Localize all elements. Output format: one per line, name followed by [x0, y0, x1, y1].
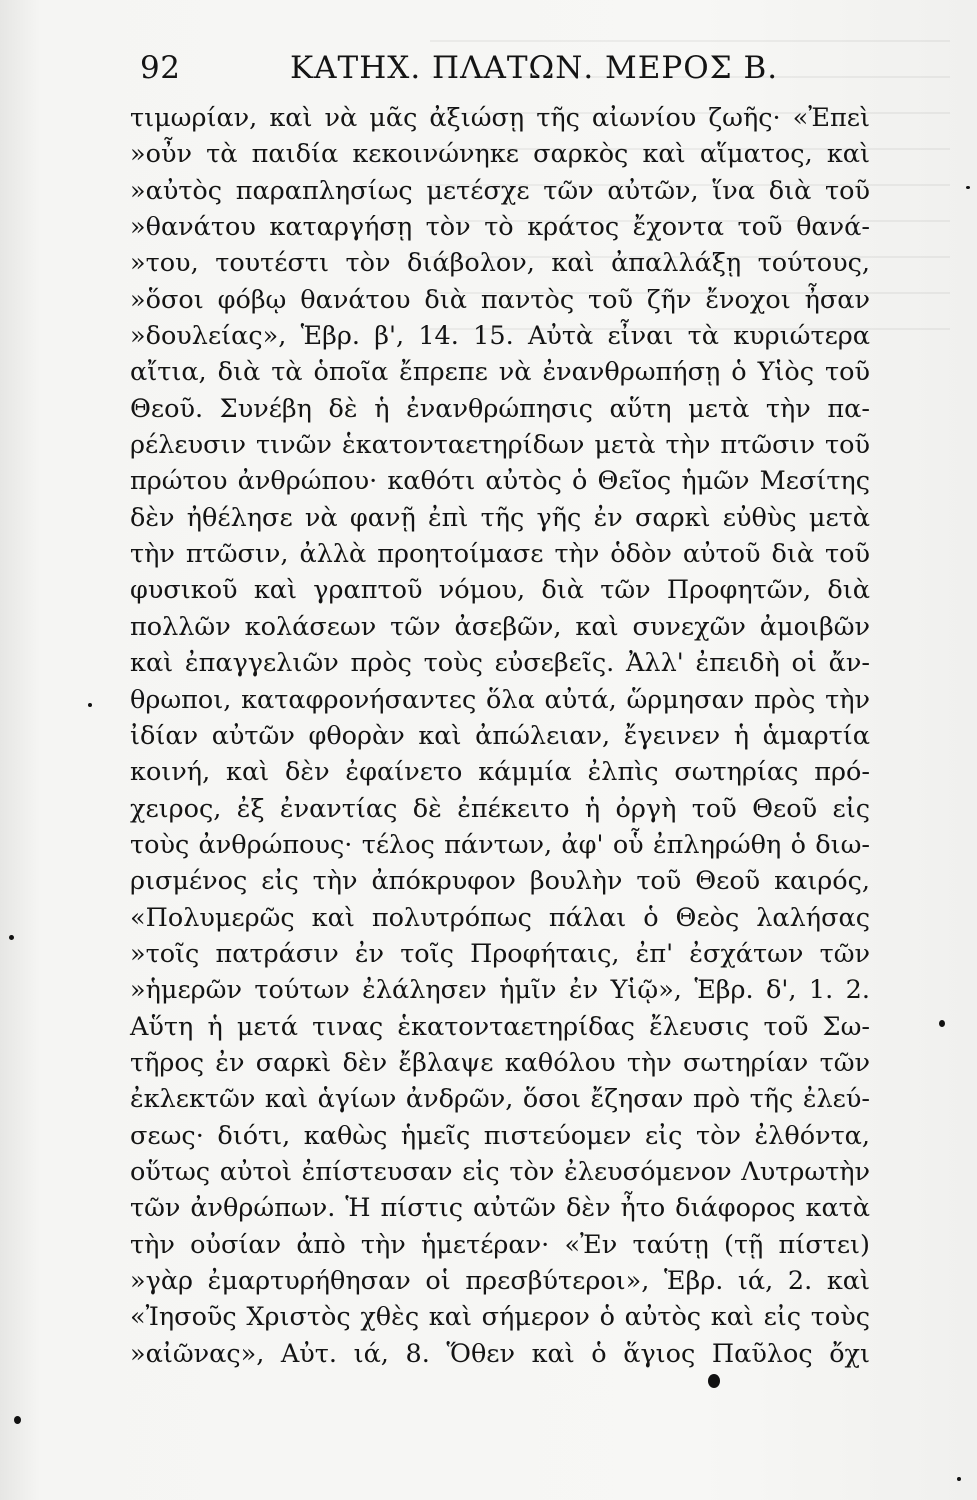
text-line: ρέλευσιν τινῶν ἑκατονταετηρίδων μετὰ τὴν πτῶσιν τοῦ [130, 430, 870, 461]
text-line: καὶ ἐπαγγελιῶν πρὸς τοὺς εὐσεβεῖς. Ἀλλ' ἐπειδὴ οἱ ἄν- [130, 648, 870, 679]
text-line: δὲν ἠθέλησε νὰ φανῇ ἐπὶ τῆς γῆς ἐν σαρκὶ εὐθὺς μετὰ [130, 502, 870, 533]
ink-speck [939, 1020, 945, 1027]
text-line: »αὐτὸς παραπλησίως μετέσχε τῶν αὐτῶν, ἵνα διὰ τοῦ [130, 175, 870, 206]
text-line: τὴν οὐσίαν ἀπὸ τὴν ἡμετέραν· «Ἐν ταύτῃ (τῇ πίστει) [130, 1229, 870, 1260]
running-title: ΚΑΤΗΧ. ΠΛΑΤΩΝ. ΜΕΡΟΣ Β. [290, 50, 779, 86]
text-line: «Πολυμερῶς καὶ πολυτρόπως πάλαι ὁ Θεὸς λαλήσας [130, 902, 870, 933]
text-line: ρισμένος εἰς τὴν ἀπόκρυφον βουλὴν τοῦ Θεοῦ καιρός, [130, 866, 870, 897]
text-line: τιμωρίαν, καὶ νὰ μᾶς ἀξιώσῃ τῆς αἰωνίου ζωῆς· «Ἐπεὶ [130, 103, 870, 133]
text-line: κοινή, καὶ δὲν ἐφαίνετο κάμμία ἐλπὶς σωτηρίας πρό- [130, 757, 870, 788]
text-line: χειρος, ἐξ ἐναντίας δὲ ἐπέκειτο ἡ ὀργὴ τοῦ Θεοῦ εἰς [130, 793, 870, 824]
text-line: πολλῶν κολάσεων τῶν ἀσεβῶν, καὶ συνεχῶν ἀμοιβῶν [130, 611, 870, 642]
text-line: »ἡμερῶν τούτων ἐλάλησεν ἡμῖν ἐν Υἱῷ», Ἑβρ. δ', 1. 2. [130, 975, 870, 1006]
text-line: »οὖν τὰ παιδία κεκοινώνηκε σαρκὸς καὶ αἵματος, καὶ [130, 139, 870, 170]
ink-speck [14, 1416, 21, 1424]
text-line: ἐκλεκτῶν καὶ ἁγίων ἀνδρῶν, ὅσοι ἔζησαν πρὸ τῆς ἐλεύ- [130, 1084, 870, 1115]
text-line: «Ἰησοῦς Χριστὸς χθὲς καὶ σήμερον ὁ αὐτὸς καὶ εἰς τοὺς [130, 1302, 870, 1333]
text-line: σεως· διότι, καθὼς ἡμεῖς πιστεύομεν εἰς τὸν ἐλθόντα, [130, 1120, 870, 1151]
body-text [130, 100, 870, 1372]
text-line: »του, τουτέστι τὸν διάβολον, καὶ ἀπαλλάξῃ τούτους, [130, 248, 870, 279]
ink-speck [966, 186, 970, 189]
text-line: Αὕτη ἡ μετά τινας ἑκατονταετηρίδας ἔλευσις τοῦ Σω- [130, 1011, 870, 1042]
text-line: πρώτου ἀνθρώπου· καθότι αὐτὸς ὁ Θεῖος ἡμῶν Μεσίτης [130, 466, 870, 497]
text-line: »δουλείας», Ἑβρ. β', 14. 15. Αὐτὰ εἶναι τὰ κυριώτερα [130, 321, 870, 352]
text-line: »γὰρ ἐμαρτυρήθησαν οἱ πρεσβύτεροι», Ἑβρ. ιά, 2. καὶ [130, 1266, 870, 1296]
text-line: »τοῖς πατράσιν ἐν τοῖς Προφήταις, ἐπ' ἐσχάτων τῶν [130, 938, 870, 969]
ink-speck [708, 1374, 720, 1388]
page-number: 92 [140, 50, 181, 86]
text-line: ἰδίαν αὐτῶν φθορὰν καὶ ἀπώλειαν, ἔγεινεν ἡ ἁμαρτία [130, 720, 870, 751]
text-line: τοὺς ἀνθρώπους· τέλος πάντων, ἀφ' οὗ ἐπληρώθη ὁ διω- [130, 829, 870, 860]
text-line: »ὅσοι φόβῳ θανάτου διὰ παντὸς τοῦ ζῆν ἔνοχοι ἦσαν [130, 284, 870, 315]
text-line: τὴν πτῶσιν, ἀλλὰ προητοίμασε τὴν ὁδὸν αὐτοῦ διὰ τοῦ [130, 539, 870, 570]
text-line: αἴτια, διὰ τὰ ὁποῖα ἔπρεπε νὰ ἐνανθρωπήσῃ ὁ Υἱὸς τοῦ [130, 357, 870, 388]
page-header [140, 50, 860, 92]
text-line: θρωποι, καταφρονήσαντες ὅλα αὐτά, ὥρμησαν πρὸς τὴν [130, 684, 870, 715]
text-line: »θανάτου καταργήσῃ τὸν τὸ κράτος ἔχοντα τοῦ θανά- [130, 212, 870, 243]
text-line: »αἰῶνας», Αὐτ. ιά, 8. Ὅθεν καὶ ὁ ἅγιος Παῦλος ὄχι [130, 1338, 870, 1369]
text-line: οὕτως αὐτοὶ ἐπίστευσαν εἰς τὸν ἐλευσόμενον Λυτρωτὴν [130, 1156, 870, 1187]
ink-speck [88, 703, 92, 707]
ink-speck [957, 1477, 961, 1481]
text-line: τῶν ἀνθρώπων. Ἡ πίστις αὐτῶν δὲν ἦτο διάφορος κατὰ [130, 1193, 870, 1224]
text-line: φυσικοῦ καὶ γραπτοῦ νόμου, διὰ τῶν Προφητῶν, διὰ [130, 575, 870, 606]
ink-speck [9, 935, 14, 940]
text-line: Θεοῦ. Συνέβη δὲ ἡ ἐνανθρώπησις αὕτη μετὰ τὴν πα- [130, 393, 870, 424]
text-line: τῆρος ἐν σαρκὶ δὲν ἔβλαψε καθόλου τὴν σωτηρίαν τῶν [130, 1047, 870, 1078]
